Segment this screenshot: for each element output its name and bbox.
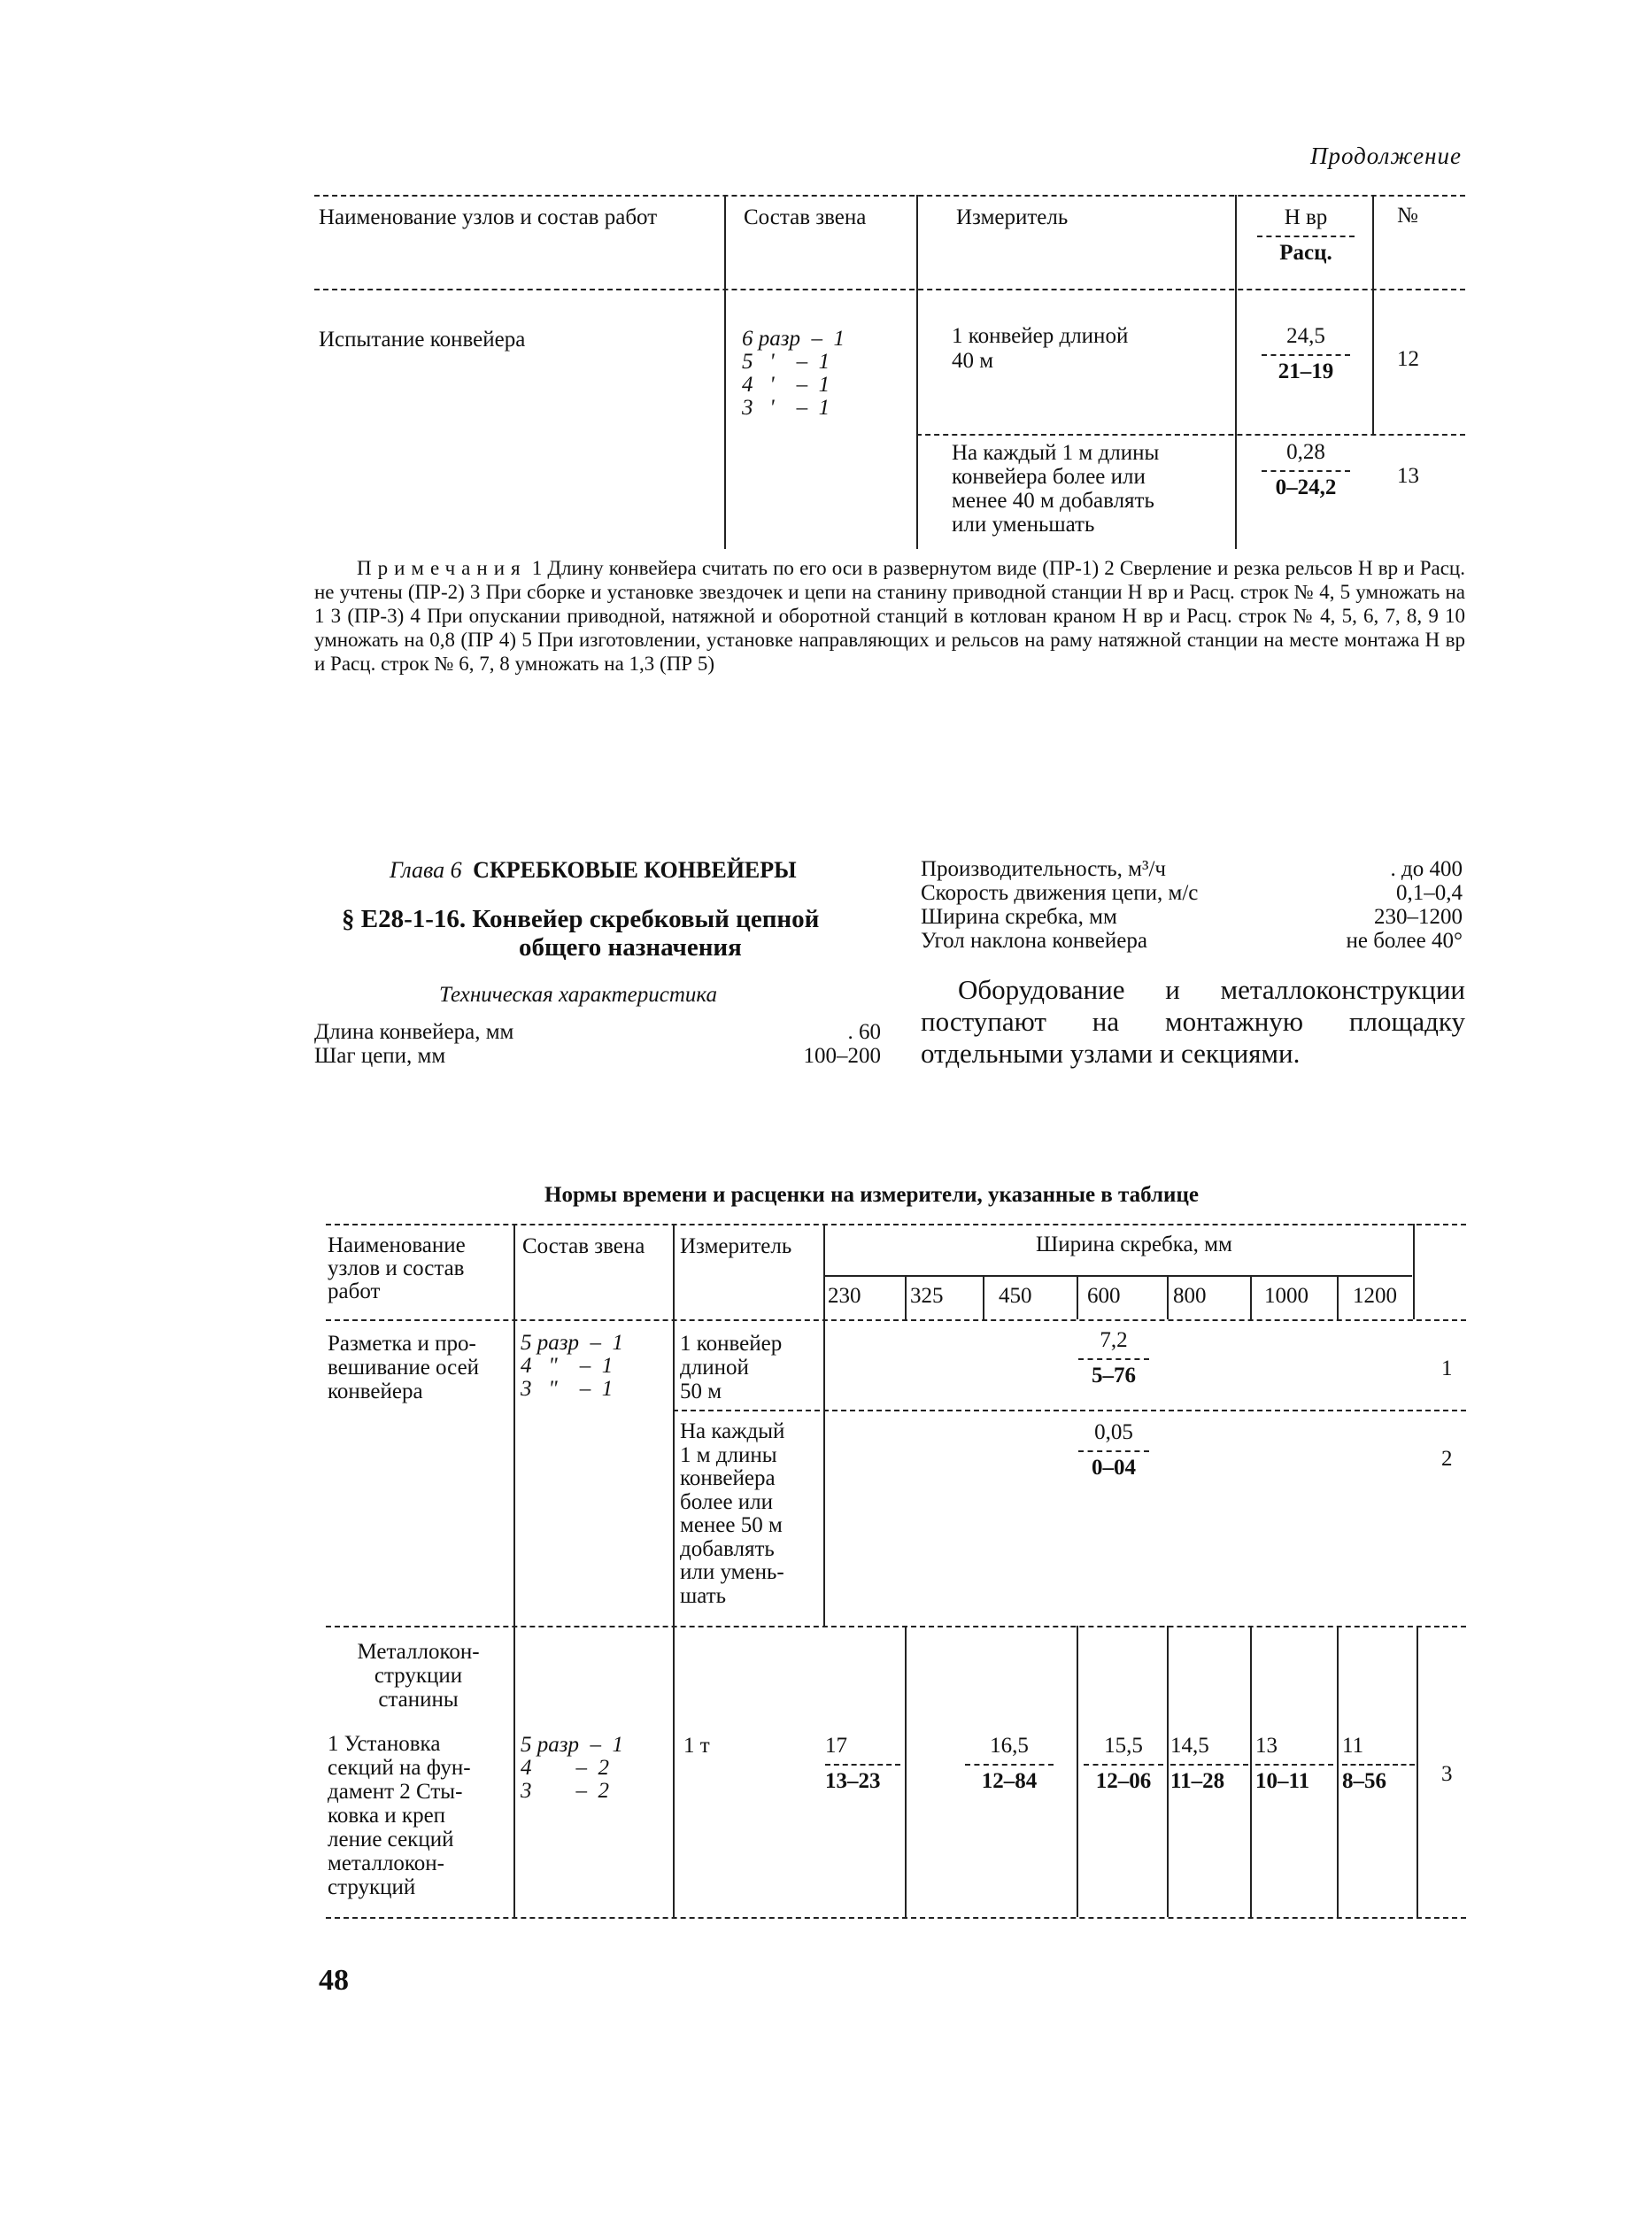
t2-row2-num: 2 <box>1441 1447 1453 1471</box>
tech-right-value: . до 400 <box>1390 857 1463 881</box>
t2-width-800: 800 <box>1173 1284 1207 1308</box>
t2-row3-norm-600 <box>1084 1734 1163 1794</box>
t2-row1-num: 1 <box>1441 1357 1453 1380</box>
t2-row2-hvr: 0,05 <box>1094 1420 1133 1444</box>
t2-header-unit: Измеритель <box>680 1234 792 1258</box>
t1-header-crew: Состав звена <box>744 205 867 229</box>
t1-row2-num: 13 <box>1397 464 1419 488</box>
t2-row3-norm-800 <box>1170 1734 1248 1794</box>
t2-row3-rasc: 11–28 <box>1170 1764 1248 1794</box>
section-title-line2: общего назначения <box>519 933 742 962</box>
t2-row1-crew: 5 разр – 1 4 " – 1 3 " – 1 <box>521 1331 624 1401</box>
t2-row3-rasc: 12–06 <box>1084 1764 1163 1794</box>
table-2-caption: Нормы времени и расценки на измерители, указанные в таблице <box>544 1183 1199 1207</box>
tech-left-row-2 <box>314 1044 881 1068</box>
tech-left-row-1 <box>314 1020 881 1044</box>
t1-row1-norm <box>1262 324 1350 384</box>
t1-row2-norm <box>1262 440 1350 500</box>
notes <box>314 556 1465 676</box>
t2-width-230: 230 <box>828 1284 861 1308</box>
tech-right-value: 0,1–0,4 <box>1396 881 1463 905</box>
tech-left-label: Шаг цепи, мм <box>314 1044 446 1068</box>
t2-row3-hvr: 16,5 <box>990 1734 1029 1758</box>
t2-row3-rasc: 8–56 <box>1342 1764 1415 1794</box>
t2-row3-rasc: 10–11 <box>1255 1764 1333 1794</box>
t1-row1-num: 12 <box>1397 347 1419 371</box>
t2-row3-work: 1 Установка секций на фун- дамент 2 Сты- ковка и креп ление секций металлокон- струкций <box>328 1732 471 1899</box>
t2-row3-crew: 5 разр – 1 4 – 2 3 – 2 <box>521 1733 624 1803</box>
t2-row3-rasc: 13–23 <box>825 1764 900 1794</box>
t2-header-name: Наименование узлов и состав работ <box>328 1233 466 1303</box>
t2-row3-hvr: 11 <box>1342 1734 1364 1758</box>
t1-row2-hvr: 0,28 <box>1286 440 1325 464</box>
tech-right-label: Угол наклона конвейера <box>921 929 1147 953</box>
tech-right-row-1 <box>921 857 1463 881</box>
equipment-paragraph: Оборудование и металлоконструкции поступают на монтажную площадку отдельными узлами и секциями. <box>921 974 1465 1069</box>
t2-row3-num: 3 <box>1441 1762 1453 1786</box>
tech-right-row-3 <box>921 905 1463 929</box>
tech-right-label: Ширина скребка, мм <box>921 905 1117 929</box>
notes-label: Примечания <box>357 557 527 579</box>
t2-row3-unit: 1 т <box>683 1734 710 1758</box>
t2-row1-hvr: 7,2 <box>1100 1328 1128 1352</box>
t2-header-crew: Состав звена <box>522 1234 645 1258</box>
tech-left-value: . 60 <box>847 1020 881 1044</box>
t2-row3-hvr: 15,5 <box>1104 1734 1143 1758</box>
t2-row3-hvr: 14,5 <box>1170 1734 1209 1758</box>
t2-row1-unit: 1 конвейер длиной 50 м <box>680 1332 783 1403</box>
t2-row2-norm <box>1078 1420 1149 1480</box>
notes-text: 1 Длину конвейера считать по его оси в развернутом виде (ПР-1) 2 Сверление и резка рельсов Н вр и Расц. не учтены (ПР-2) 3 При сборке и установке звездочек и цепи на станину приводной станции Н вр и Расц. строк № 4, 5 умножать на 1 3 (ПР-3) 4 При опускании приводной, натяжной и оборотной станций в котлован краном Н вр и Расц. строк № 4, 5, 6, 7, 8, 9 10 умножать на 0,8 (ПР 4) 5 При изготовлении, установке направляющих и рельсов на раму натяжной станции на месте монтажа Н вр и Расц. строк № 6, 7, 8 умножать на 1,3 (ПР 5) <box>314 557 1465 675</box>
t2-row3-group: Металлокон- струкции станины <box>357 1640 480 1712</box>
t1-header-name: Наименование узлов и состав работ <box>319 205 658 229</box>
t2-row3-rasc: 12–84 <box>965 1764 1054 1794</box>
t2-row2-rasc: 0–04 <box>1078 1450 1149 1480</box>
chapter-prefix: Глава 6 <box>390 857 462 883</box>
t1-header-hvr: Н вр <box>1284 205 1328 229</box>
t2-row3-norm-1000 <box>1255 1734 1333 1794</box>
page-number: 48 <box>319 1964 349 1997</box>
tech-right-label: Скорость движения цепи, м/с <box>921 881 1199 905</box>
t2-width-1000: 1000 <box>1264 1284 1308 1308</box>
t2-row1-work: Разметка и про- вешивание осей конвейера <box>328 1332 480 1403</box>
tech-left-label: Длина конвейера, мм <box>314 1020 514 1044</box>
tech-right-row-4 <box>921 929 1463 953</box>
tech-right-value: не более 40° <box>1346 929 1463 953</box>
t2-row3-norm-230 <box>825 1734 900 1794</box>
t1-work: Испытание конвейера <box>319 328 526 352</box>
t2-width-325: 325 <box>910 1284 944 1308</box>
tech-right-value: 230–1200 <box>1374 905 1463 929</box>
t2-width-450: 450 <box>999 1284 1032 1308</box>
t2-row2-unit: На каждый 1 м длины конвейера более или менее 50 м добавлять или умень- шать <box>680 1419 785 1608</box>
continuation-label: Продолжение <box>1310 143 1463 169</box>
t1-row2-rasc: 0–24,2 <box>1262 470 1350 500</box>
t1-header-unit: Измеритель <box>956 205 1069 229</box>
tech-title: Техническая характеристика <box>439 983 718 1007</box>
t1-row1-hvr: 24,5 <box>1286 324 1325 348</box>
t1-header-rasc: Расц. <box>1257 236 1355 266</box>
t2-row1-norm <box>1078 1328 1149 1388</box>
tech-right-label: Производительность, м³/ч <box>921 857 1166 881</box>
t2-width-600: 600 <box>1087 1284 1121 1308</box>
t1-row1-rasc: 21–19 <box>1262 354 1350 384</box>
t2-row3-norm-450 <box>965 1734 1054 1794</box>
t1-row2-unit: На каждый 1 м длины конвейера более или менее 40 м добавлять или уменьшать <box>952 441 1160 537</box>
chapter-heading <box>390 857 797 884</box>
t2-width-1200: 1200 <box>1353 1284 1397 1308</box>
t1-header-num: № <box>1397 204 1418 228</box>
tech-right-row-2 <box>921 881 1463 905</box>
tech-left-value: 100–200 <box>803 1044 881 1068</box>
t2-row1-rasc: 5–76 <box>1078 1358 1149 1388</box>
section-title-line1: § Е28-1-16. Конвейер скребковый цепной <box>342 905 820 933</box>
t2-row3-hvr: 17 <box>825 1734 847 1758</box>
chapter-title: СКРЕБКОВЫЕ КОНВЕЙЕРЫ <box>473 857 797 883</box>
t1-crew: 6 разр – 1 5 ' – 1 4 ' – 1 3 ' – 1 <box>742 327 845 420</box>
t2-row3-norm-1200 <box>1342 1734 1415 1794</box>
t2-header-width: Ширина скребка, мм <box>1036 1233 1232 1256</box>
t2-row3-hvr: 13 <box>1255 1734 1278 1758</box>
t1-header-hvr-rasc <box>1257 205 1355 266</box>
t1-row1-unit: 1 конвейер длиной 40 м <box>952 324 1129 373</box>
